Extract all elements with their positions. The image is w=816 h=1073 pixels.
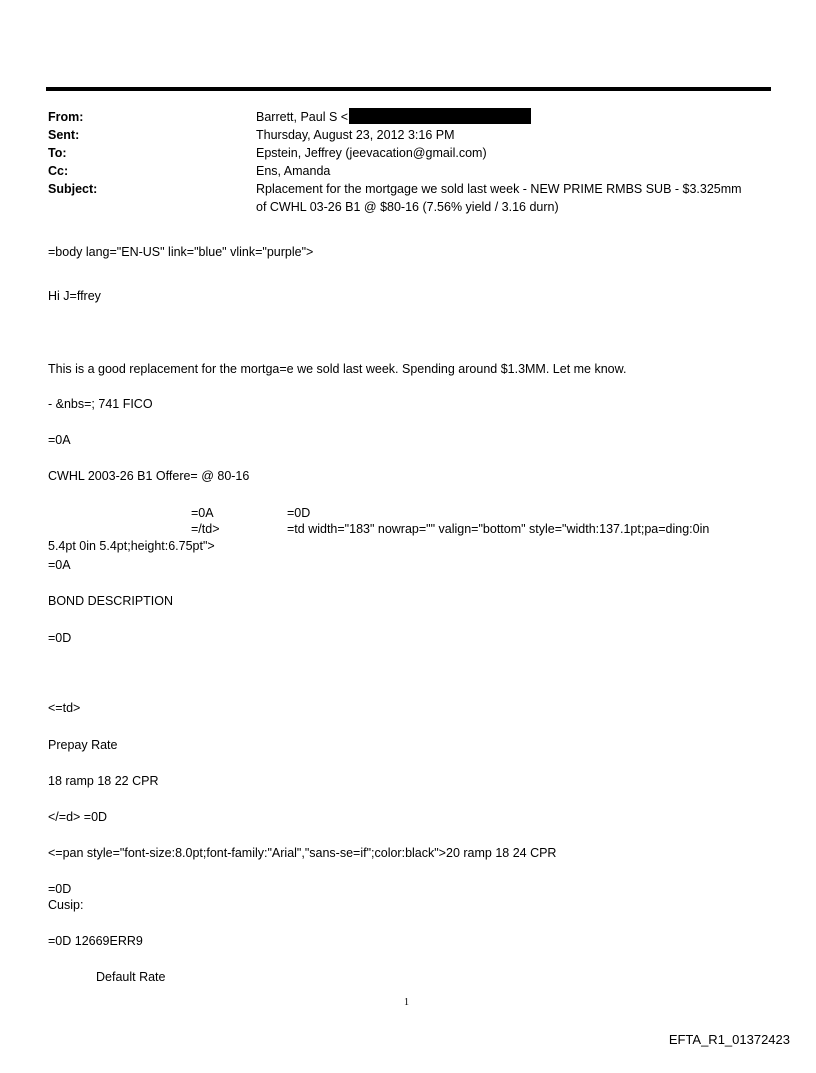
greeting: Hi J=ffrey [48, 289, 101, 303]
sent-label: Sent: [48, 128, 80, 142]
body-fragment: =/td> [191, 522, 220, 536]
document-id: EFTA_R1_01372423 [668, 1032, 790, 1047]
body-line: 5.4pt 0in 5.4pt;height:6.75pt"> [48, 539, 215, 553]
body-line: Default Rate [96, 970, 166, 984]
body-line: Cusip: [48, 898, 84, 912]
body-line: </=d> =0D [48, 810, 108, 824]
body-line: =body lang="EN-US" link="blue" vlink="purple"> [48, 245, 314, 259]
body-fragment: =0D [287, 506, 311, 520]
body-line: =0D [48, 882, 72, 896]
subject-line-1: Rplacement for the mortgage we sold last week - NEW PRIME RMBS SUB - $3.325mm [256, 182, 742, 196]
body-line: =0A [48, 558, 71, 572]
body-line: Prepay Rate [48, 738, 118, 752]
body-fragment: =td width="183" nowrap="" valign="bottom" style="width:137.1pt;pa=ding:0in [287, 522, 710, 536]
body-paragraph: This is a good replacement for the mortga=e we sold last week. Spending around $1.3MM. Let me know. [48, 362, 627, 376]
cc-value: Ens, Amanda [256, 164, 331, 178]
body-line: =0D 12669ERR9 [48, 934, 143, 948]
body-line: <=pan style="font-size:8.0pt;font-family:"Arial","sans-se=if";color:black">20 ramp 18 24 CPR [48, 846, 557, 860]
body-line: <=td> [48, 701, 81, 715]
header-rule [46, 87, 771, 91]
cc-label: Cc: [48, 164, 69, 178]
subject-label: Subject: [48, 182, 98, 196]
sent-value: Thursday, August 23, 2012 3:16 PM [256, 128, 455, 142]
body-line: =0A [48, 433, 71, 447]
subject-line-2: of CWHL 03-26 B1 @ $80-16 (7.56% yield / 3.16 durn) [256, 200, 559, 214]
body-fragment: =0A [191, 506, 214, 520]
body-line: - &nbs=; 741 FICO [48, 397, 153, 411]
body-line: 18 ramp 18 22 CPR [48, 774, 159, 788]
from-name: Barrett, Paul S < [256, 110, 349, 124]
to-value: Epstein, Jeffrey (jeevacation@gmail.com) [256, 146, 487, 160]
section-heading: BOND DESCRIPTION [48, 594, 174, 608]
bond-offer-line: CWHL 2003-26 B1 Offere= @ 80-16 [48, 469, 250, 483]
page-number: 1 [404, 997, 409, 1008]
body-line: =0D [48, 631, 72, 645]
from-label: From: [48, 110, 84, 124]
redaction-bar [349, 108, 531, 124]
from-value [256, 108, 531, 126]
to-label: To: [48, 146, 67, 160]
